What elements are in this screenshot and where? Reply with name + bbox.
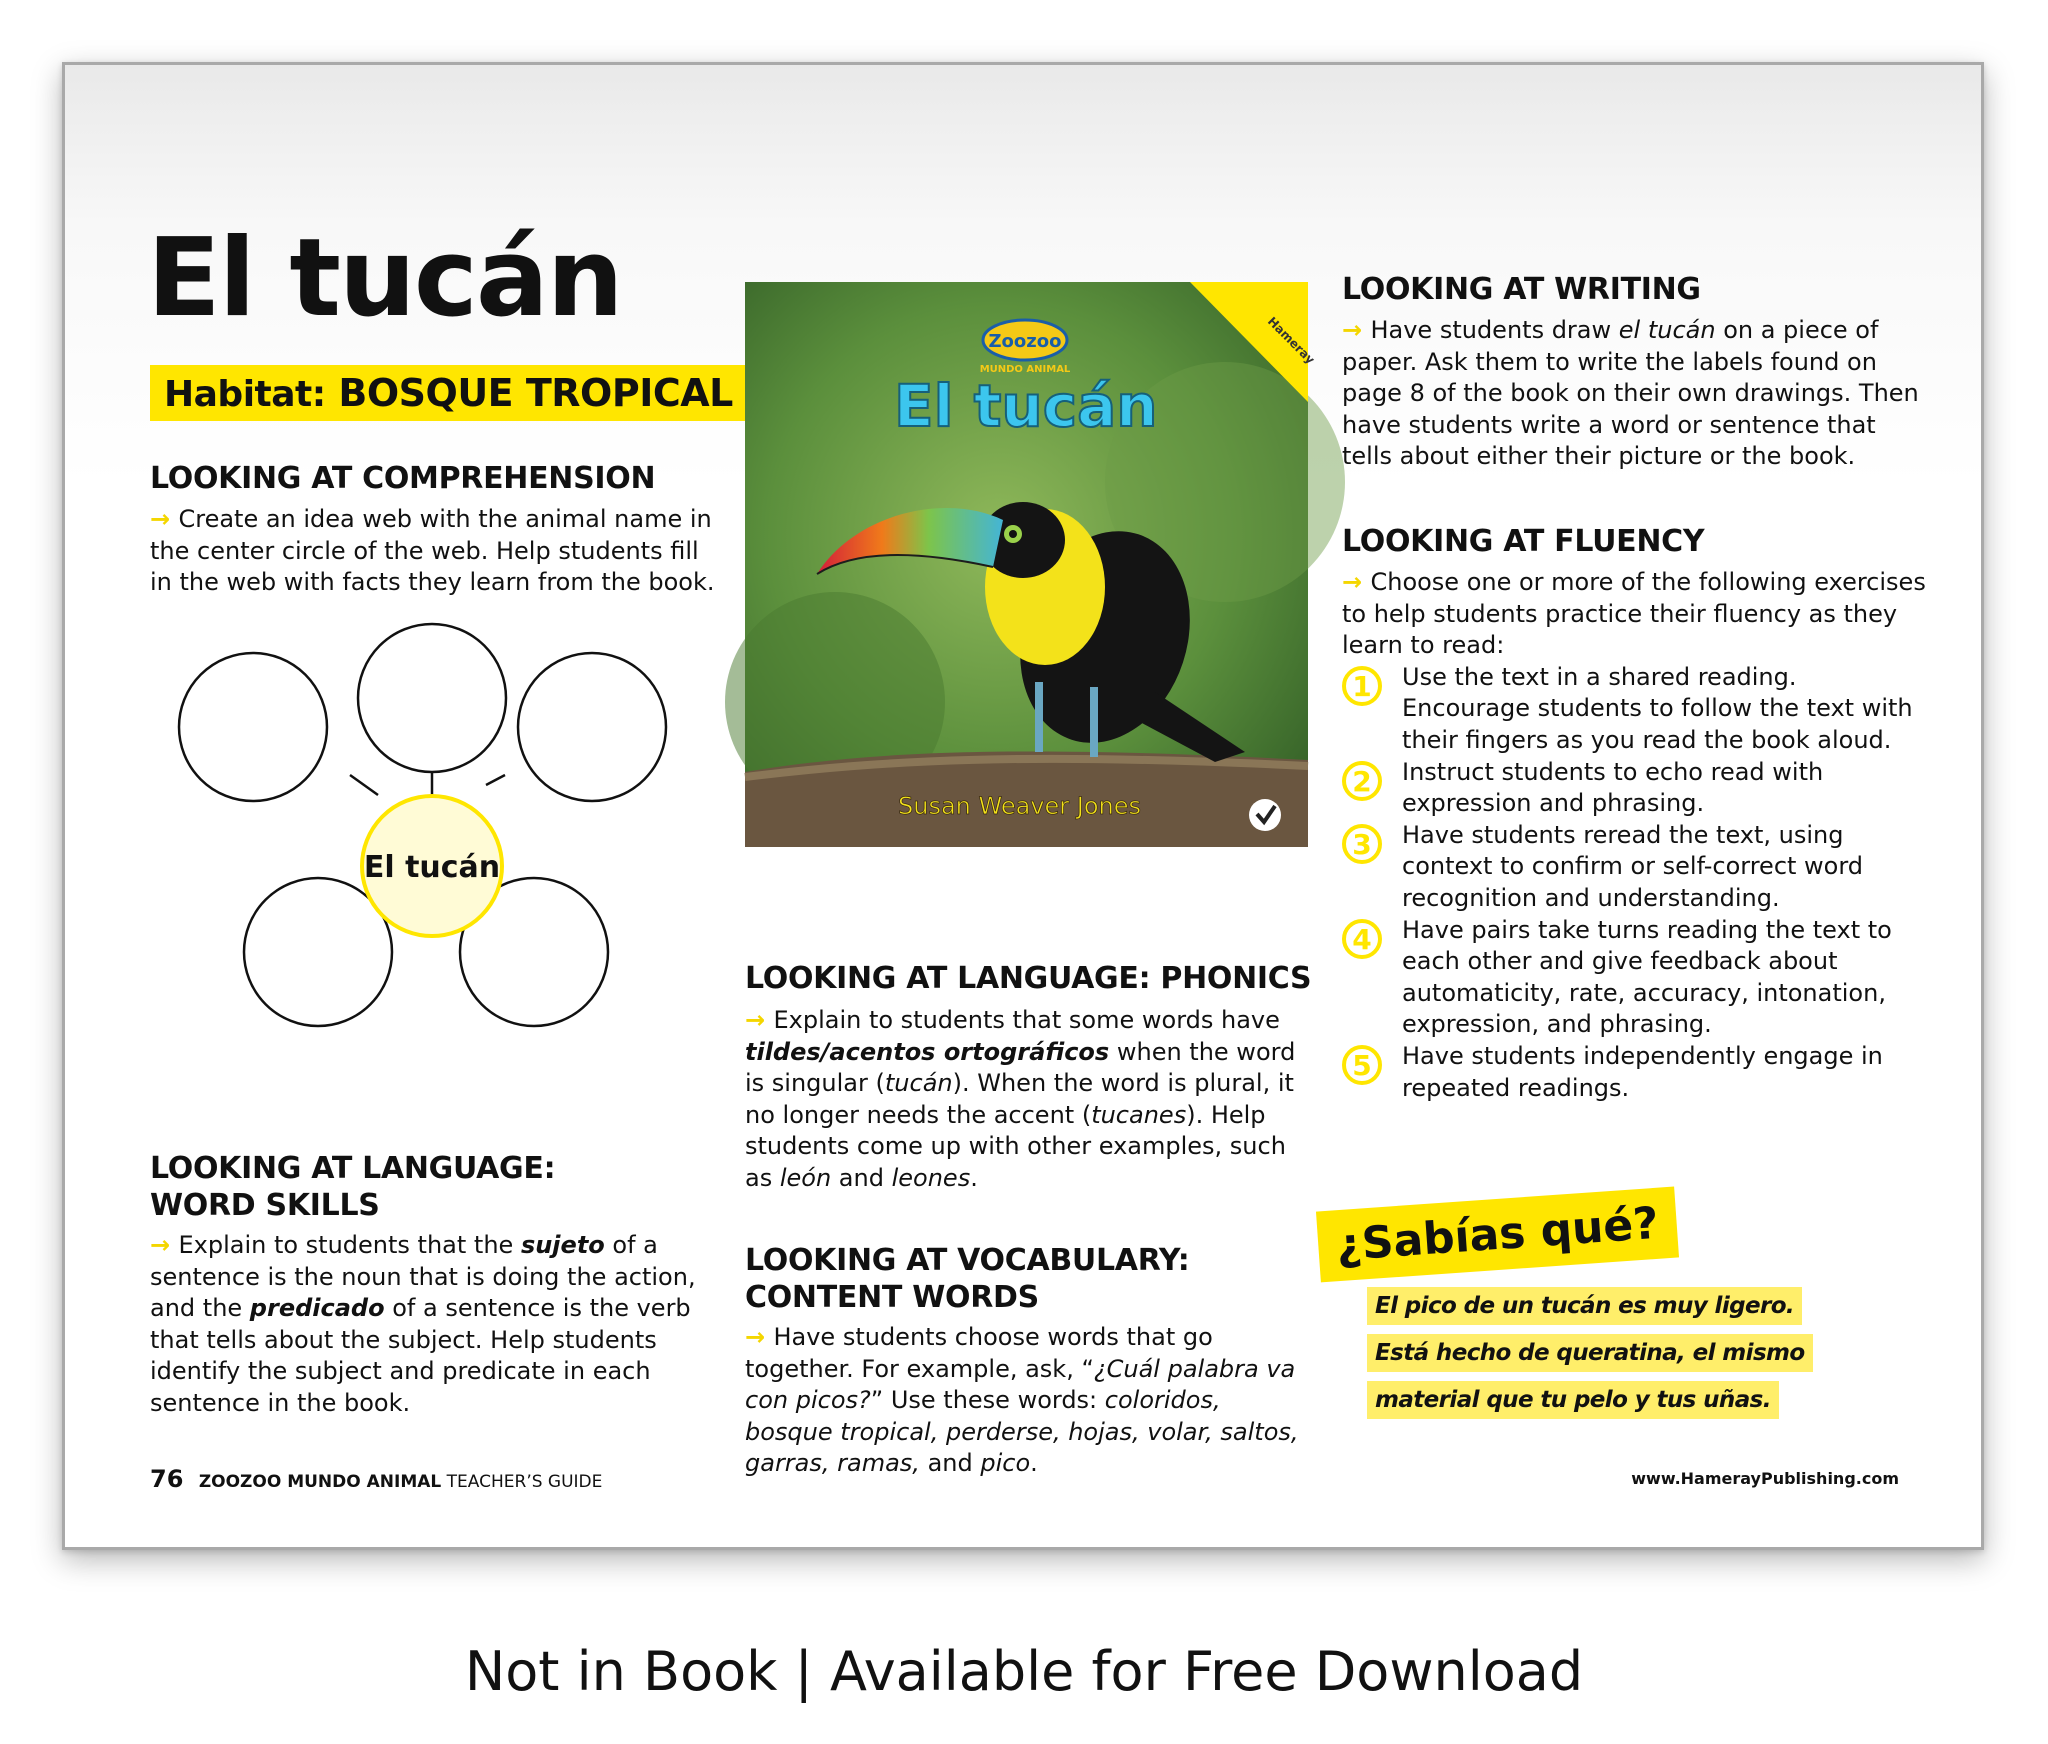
- phonics-heading: LOOKING AT LANGUAGE: PHONICS: [745, 961, 1312, 996]
- web-connector: [486, 775, 505, 785]
- number-badge: 4: [1342, 919, 1382, 959]
- web-circle-top[interactable]: [358, 624, 506, 772]
- writing-section: [1342, 271, 1932, 473]
- fact-line: El pico de un tucán es muy ligero.: [1367, 1287, 1802, 1325]
- page-number: 76: [150, 1465, 184, 1493]
- comprehension-text: → Create an idea web with the animal name in the center circle of the web. Help students fill in the web with facts they learn from the book.: [150, 505, 715, 597]
- phonics-section: [745, 960, 1345, 1195]
- comprehension-heading: LOOKING AT COMPREHENSION: [150, 461, 656, 496]
- habitat-badge: [150, 365, 747, 421]
- teacher-guide-page: [62, 62, 1984, 1550]
- cover-logo: Zoozoo: [988, 331, 1062, 352]
- vocabulary-section: [745, 1242, 1345, 1480]
- fluency-heading: LOOKING AT FLUENCY: [1342, 524, 1705, 559]
- number-badge: 1: [1342, 666, 1382, 706]
- list-item: 3 Have students reread the text, using context to confirm or self-correct word recognition and understanding.: [1342, 820, 1932, 915]
- publisher-logo-icon: [1249, 799, 1281, 831]
- word-skills-heading: LOOKING AT LANGUAGE: WORD SKILLS: [150, 1151, 556, 1223]
- arrow-icon: →: [1342, 568, 1371, 596]
- page-footer: [150, 1465, 602, 1493]
- web-circle-left[interactable]: [179, 653, 327, 801]
- page-title: El tucán: [147, 216, 622, 341]
- web-center-label: El tucán: [363, 850, 501, 885]
- comprehension-section: [150, 460, 720, 599]
- cover-ribbon: Hameray: [1264, 314, 1318, 367]
- list-item: 2 Instruct students to echo read with expression and phrasing.: [1342, 757, 1932, 820]
- fluency-list: [1342, 662, 1932, 1104]
- web-connector: [350, 775, 378, 795]
- fluency-intro: → Choose one or more of the following exercises to help students practice their fluency as they learn to read:: [1342, 568, 1926, 660]
- cover-logo-sub: MUNDO ANIMAL: [979, 364, 1071, 375]
- arrow-icon: →: [150, 1231, 179, 1259]
- word-skills-section: [150, 1150, 720, 1420]
- download-caption: Not in Book | Available for Free Download: [464, 1640, 1584, 1703]
- habitat-label: Habitat:: [164, 374, 326, 415]
- arrow-icon: →: [745, 1006, 774, 1034]
- fact-line: material que tu pelo y tus uñas.: [1367, 1381, 1779, 1419]
- series-name: ZOOZOO MUNDO ANIMAL: [198, 1472, 442, 1492]
- book-cover-image: [745, 282, 1318, 847]
- number-badge: 5: [1342, 1045, 1382, 1085]
- list-item: 5 Have students independently engage in repeated readings.: [1342, 1041, 1932, 1104]
- number-badge: 3: [1342, 824, 1382, 864]
- toucan-cover-art: [745, 282, 1318, 847]
- cover-title: El tucán: [894, 372, 1158, 440]
- habitat-value: BOSQUE TROPICAL: [338, 371, 733, 415]
- number-badge: 2: [1342, 761, 1382, 801]
- writing-heading: LOOKING AT WRITING: [1342, 272, 1701, 307]
- cover-author: Susan Weaver Jones: [898, 792, 1141, 820]
- arrow-icon: →: [1342, 316, 1371, 344]
- phonics-text: → Explain to students that some words have tildes/acentos ortográficos when the word is singular (tucán). When the word is plural, it no longer needs the accent (tucanes). Help students come up with other examples, such as león and leones.: [745, 1006, 1296, 1192]
- vocabulary-text: → Have students choose words that go together. For example, ask, “¿Cuál palabra va con picos?” Use these words: coloridos, bosque tropical, perderse, hojas, volar, saltos, garras, ramas, and pico.: [745, 1323, 1299, 1478]
- fluency-section: [1342, 523, 1932, 1104]
- fun-fact: [1367, 1287, 1813, 1428]
- arrow-icon: →: [745, 1323, 774, 1351]
- guide-label: TEACHER’S GUIDE: [446, 1472, 603, 1492]
- list-item: 4 Have pairs take turns reading the text to each other and give feedback about automaticity, rate, accuracy, intonation, expression, and phrasing.: [1342, 915, 1932, 1041]
- arrow-icon: →: [150, 505, 179, 533]
- word-skills-text: → Explain to students that the sujeto of a sentence is the noun that is doing the action, and the predicado of a sentence is the verb that tells about the subject. Help students identify the subject and predicate in each sentence in the book.: [150, 1231, 696, 1417]
- vocabulary-heading: LOOKING AT VOCABULARY: CONTENT WORDS: [745, 1243, 1190, 1315]
- idea-web-diagram: [175, 625, 625, 1105]
- sabias-que-badge: ¿Sabías qué?: [1316, 1187, 1679, 1283]
- fact-line: Está hecho de queratina, el mismo: [1367, 1334, 1813, 1372]
- web-circle-right[interactable]: [518, 653, 666, 801]
- writing-text: → Have students draw el tucán on a piece of paper. Ask them to write the labels found on page 8 of the book on their own drawings. Then have students write a word or sentence that tells about either their picture or the book.: [1342, 316, 1919, 471]
- list-item: 1 Use the text in a shared reading. Encourage students to follow the text with their fingers as you read the book aloud.: [1342, 662, 1932, 757]
- publisher-website[interactable]: www.HamerayPublishing.com: [1631, 1469, 1899, 1488]
